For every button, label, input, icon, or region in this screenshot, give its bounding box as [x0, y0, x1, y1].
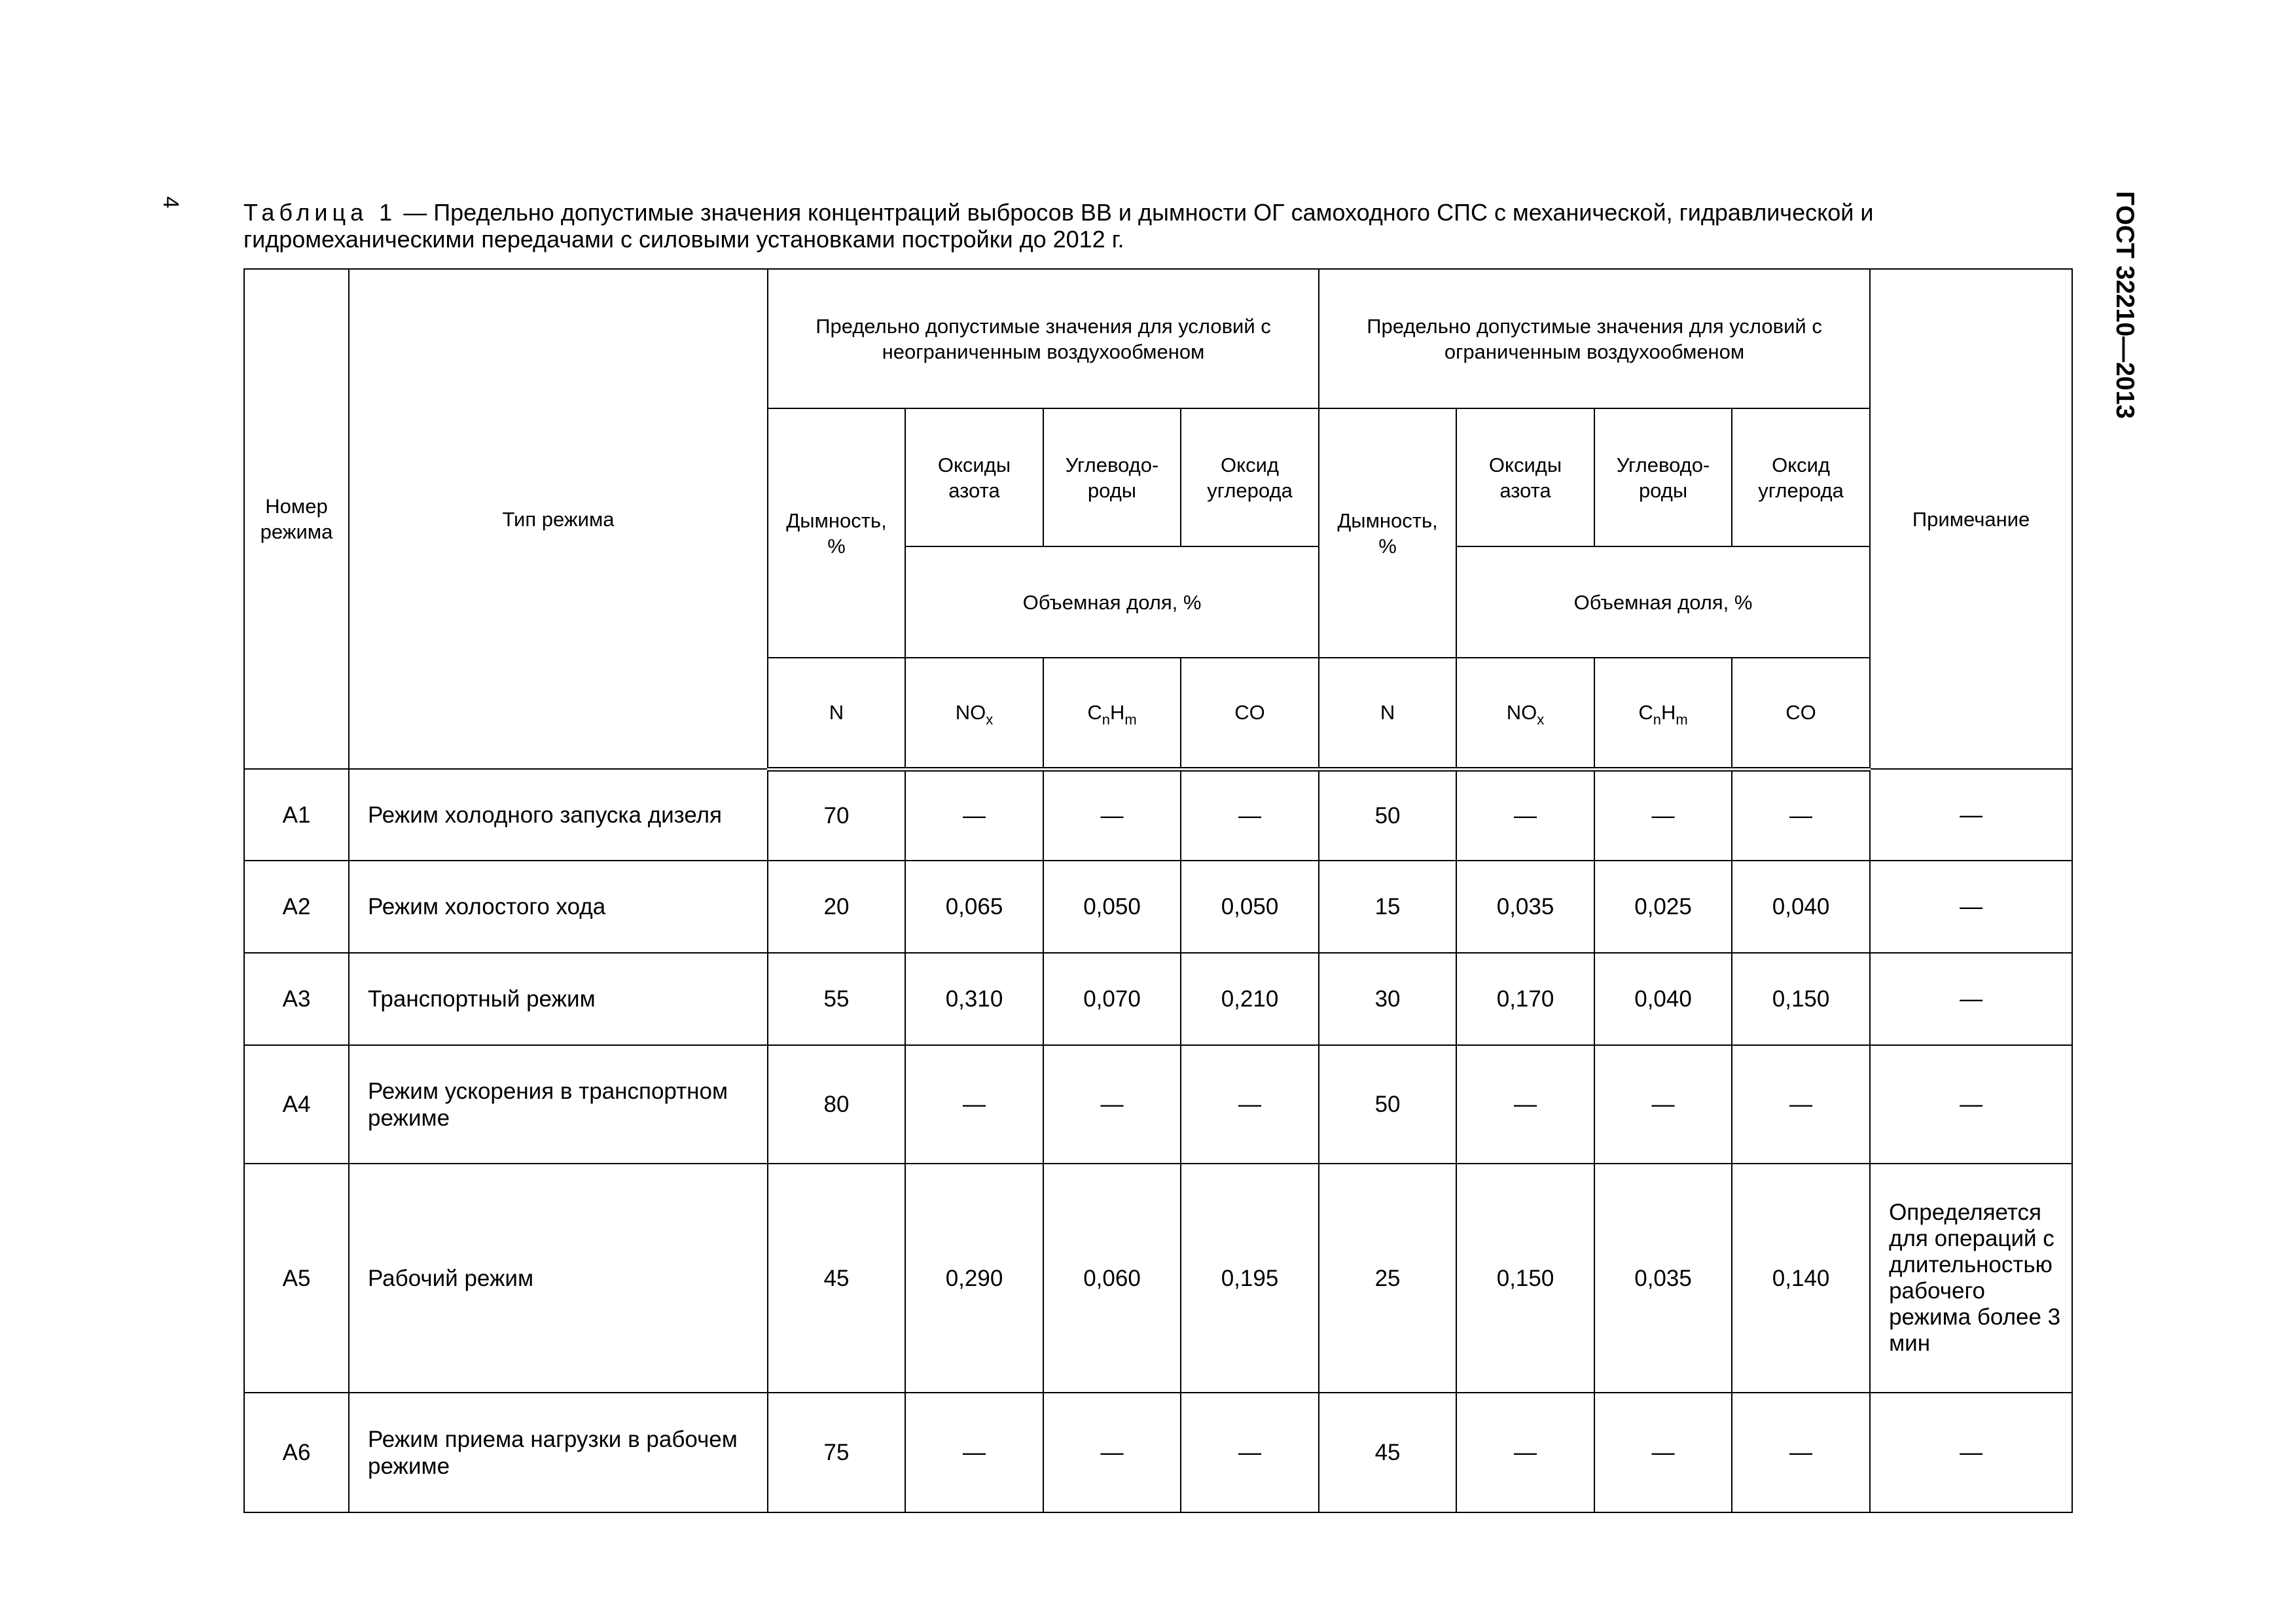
header-sym-co-2: CO — [1732, 658, 1870, 769]
header-volume-fraction-1: Объемная доля, % — [905, 546, 1319, 658]
header-mode-type: Тип режима — [349, 269, 768, 769]
header-sym-nox-1: $NO_x$ — [905, 658, 1043, 769]
header-group-limited: Предельно допустимые значения для условий с ограниченным воздухообменом — [1319, 269, 1870, 408]
table-row: А4 Режим ускорения в транспортном режиме 80 — — — 50 — — — — — [244, 1045, 2072, 1164]
header-sym-n-2: N — [1319, 658, 1456, 769]
table-row: А1 Режим холодного запуска дизеля 70 — — — 50 — — — — — [244, 769, 2072, 861]
header-sym-hc-1: $C_nH_m$ — [1043, 658, 1181, 769]
table-row: А2 Режим холостого хода 20 0,065 0,050 0,050 15 0,035 0,025 0,040 — — [244, 861, 2072, 953]
header-sym-n-1: N — [768, 658, 905, 769]
note-a5: Определяется для операций с длительностью рабочего режима более 3 мин — [1870, 1164, 2072, 1393]
table-row: А6 Режим приема нагрузки в рабочем режиме 75 — — — 45 — — — — — [244, 1393, 2072, 1512]
header-mode-number: Номер режима — [244, 269, 349, 769]
header-co-2: Оксид углерода — [1732, 408, 1870, 546]
header-nox-1: Оксиды азота — [905, 408, 1043, 546]
header-note: Примечание — [1870, 269, 2072, 769]
header-smoke-1: Дымность, % — [768, 408, 905, 658]
emissions-table — [243, 268, 2073, 1513]
header-hc-1: Углеводо-роды — [1043, 408, 1181, 546]
header-sym-nox-2: $NO_x$ — [1456, 658, 1594, 769]
table-caption-text: — Предельно допустимые значения концентраций выбросов ВВ и дымности ОГ самоходного СПС с механической, гидравлической и гидромеханическими передачами с силовыми установками постройки до 2012 г. — [243, 199, 1874, 253]
table-caption — [243, 199, 2076, 253]
header-volume-fraction-2: Объемная доля, % — [1456, 546, 1870, 658]
header-nox-2: Оксиды азота — [1456, 408, 1594, 546]
document-id: ГОСТ 32210—2013 — [2111, 191, 2139, 419]
table-caption-label: Таблица 1 — [243, 199, 397, 226]
header-smoke-2: Дымность, % — [1319, 408, 1456, 658]
table-row: А5 Рабочий режим 45 0,290 0,060 0,195 25 0,150 0,035 0,140 Определяется для операций с длительностью рабочего режима более 3 мин — [244, 1164, 2072, 1393]
header-hc-2: Углеводо-роды — [1594, 408, 1732, 546]
header-group-unlimited: Предельно допустимые значения для условий с неограниченным воздухообменом — [768, 269, 1319, 408]
header-sym-co-1: CO — [1181, 658, 1319, 769]
header-co-1: Оксид углерода — [1181, 408, 1319, 546]
page-number: 4 — [159, 196, 183, 209]
table-row: А3 Транспортный режим 55 0,310 0,070 0,210 30 0,170 0,040 0,150 — — [244, 953, 2072, 1045]
header-sym-hc-2: $C_nH_m$ — [1594, 658, 1732, 769]
